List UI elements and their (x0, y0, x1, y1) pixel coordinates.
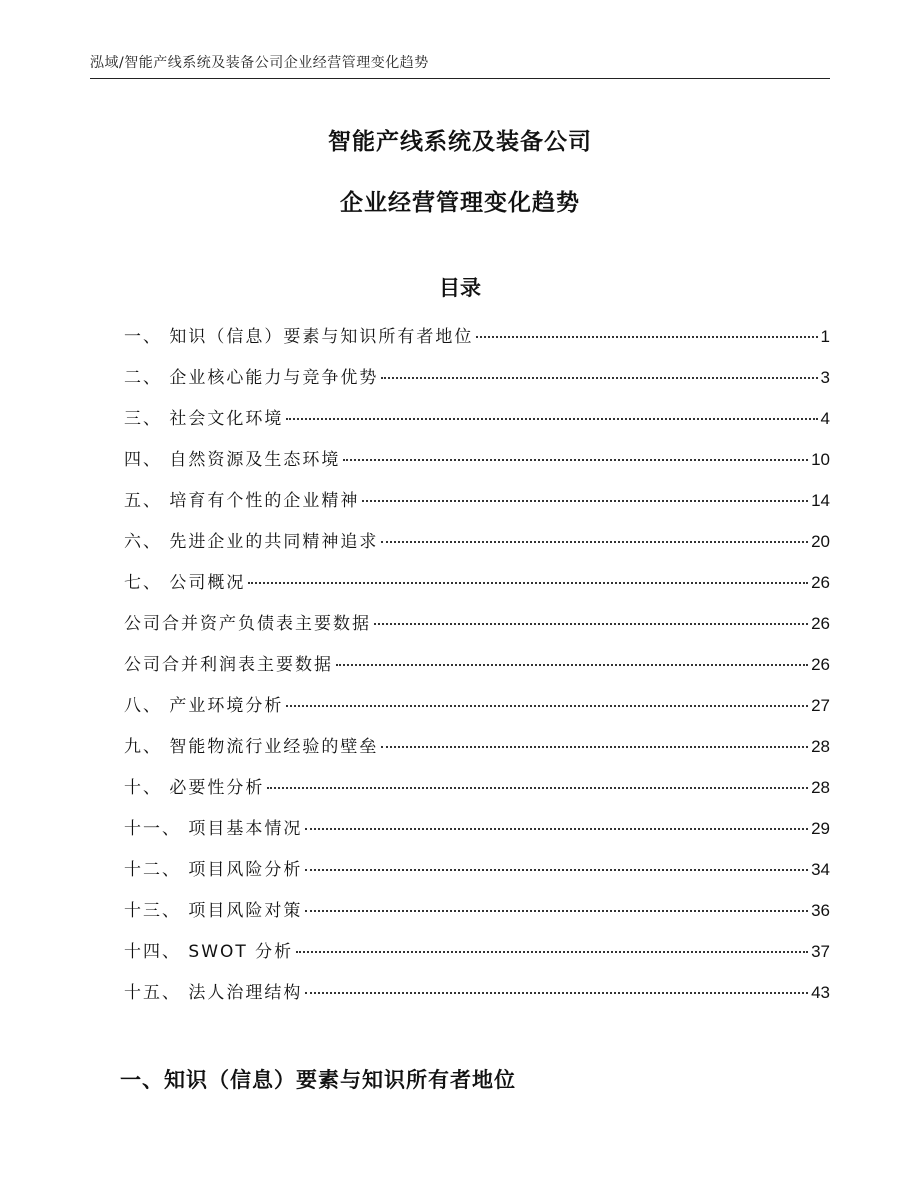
toc-leader-dots (381, 541, 808, 543)
toc-entry-label: 十四、 SWOT 分析 (124, 942, 294, 962)
toc-leader-dots (343, 459, 808, 461)
toc-leader-dots (286, 418, 817, 420)
toc-entry-label: 七、 公司概况 (124, 573, 246, 593)
toc-entry[interactable] (124, 489, 830, 530)
toc-entry-label: 二、 企业核心能力与竞争优势 (124, 368, 379, 388)
toc-entry[interactable] (124, 694, 830, 735)
running-header: 泓域/智能产线系统及装备公司企业经营管理变化趋势 (90, 55, 429, 71)
toc-entry-page: 28 (811, 778, 830, 797)
toc-entry[interactable] (124, 366, 830, 407)
toc-leader-dots (362, 500, 808, 502)
toc-entry-label: 三、 社会文化环境 (124, 409, 284, 429)
toc-entry[interactable] (124, 653, 830, 694)
toc-entry-page: 29 (811, 819, 830, 838)
toc-entry-page: 3 (820, 368, 830, 387)
toc-entry-label: 六、 先进企业的共同精神追求 (124, 532, 379, 552)
toc-leader-dots (305, 910, 808, 912)
toc-entry[interactable] (124, 612, 830, 653)
toc-entry[interactable] (124, 571, 830, 612)
toc-leader-dots (305, 828, 808, 830)
toc-entry[interactable] (124, 735, 830, 776)
toc-leader-dots (305, 869, 808, 871)
document-title-line2: 企业经营管理变化趋势 (340, 190, 580, 216)
toc-entry-label: 一、 知识（信息）要素与知识所有者地位 (124, 327, 474, 347)
header-divider (90, 78, 830, 79)
toc-leader-dots (248, 582, 808, 584)
toc-entry-page: 4 (820, 409, 830, 428)
toc-entry[interactable] (124, 899, 830, 940)
toc-entry-page: 43 (811, 983, 830, 1002)
toc-entry-label: 十五、 法人治理结构 (124, 983, 303, 1003)
toc-entry-label: 五、 培育有个性的企业精神 (124, 491, 360, 511)
section-heading: 一、知识（信息）要素与知识所有者地位 (120, 1068, 516, 1092)
toc-entry-page: 26 (811, 573, 830, 592)
toc-entry-label: 十一、 项目基本情况 (124, 819, 303, 839)
toc-entry-page: 28 (811, 737, 830, 756)
toc-leader-dots (305, 992, 808, 994)
toc-entry[interactable] (124, 407, 830, 448)
toc-leader-dots (296, 951, 808, 953)
toc-entry[interactable] (124, 776, 830, 817)
toc-leader-dots (381, 746, 808, 748)
toc-leader-dots (381, 377, 817, 379)
toc-entry-page: 1 (820, 327, 830, 346)
toc-entry-page: 10 (811, 450, 830, 469)
toc-entry-page: 20 (811, 532, 830, 551)
toc-entry[interactable] (124, 940, 830, 981)
toc-entry[interactable] (124, 858, 830, 899)
toc-leader-dots (336, 664, 808, 666)
toc-entry-page: 26 (811, 655, 830, 674)
toc-leader-dots (286, 705, 808, 707)
toc-entry[interactable] (124, 530, 830, 571)
toc-entry-label: 八、 产业环境分析 (124, 696, 284, 716)
toc-entry-label: 十、 必要性分析 (124, 778, 265, 798)
toc-entry[interactable] (124, 817, 830, 858)
toc-entry[interactable] (124, 325, 830, 366)
toc-leader-dots (476, 336, 817, 338)
toc-entry-label: 四、 自然资源及生态环境 (124, 450, 341, 470)
toc-entry-label: 十三、 项目风险对策 (124, 901, 303, 921)
toc-entry-label: 公司合并利润表主要数据 (124, 655, 333, 675)
document-title-line1: 智能产线系统及装备公司 (328, 129, 592, 155)
toc-entry-page: 27 (811, 696, 830, 715)
toc-entry-label: 九、 智能物流行业经验的壁垒 (124, 737, 379, 757)
toc-heading: 目录 (439, 276, 481, 300)
toc-entry-page: 36 (811, 901, 830, 920)
toc-leader-dots (267, 787, 808, 789)
toc-entry-page: 34 (811, 860, 830, 879)
toc-entry-page: 14 (811, 491, 830, 510)
toc-entry-label: 十二、 项目风险分析 (124, 860, 303, 880)
toc-entry[interactable] (124, 448, 830, 489)
toc-entry-page: 37 (811, 942, 830, 961)
table-of-contents (124, 325, 830, 1022)
toc-entry-page: 26 (811, 614, 830, 633)
toc-entry[interactable] (124, 981, 830, 1022)
toc-entry-label: 公司合并资产负债表主要数据 (124, 614, 371, 634)
toc-leader-dots (374, 623, 808, 625)
